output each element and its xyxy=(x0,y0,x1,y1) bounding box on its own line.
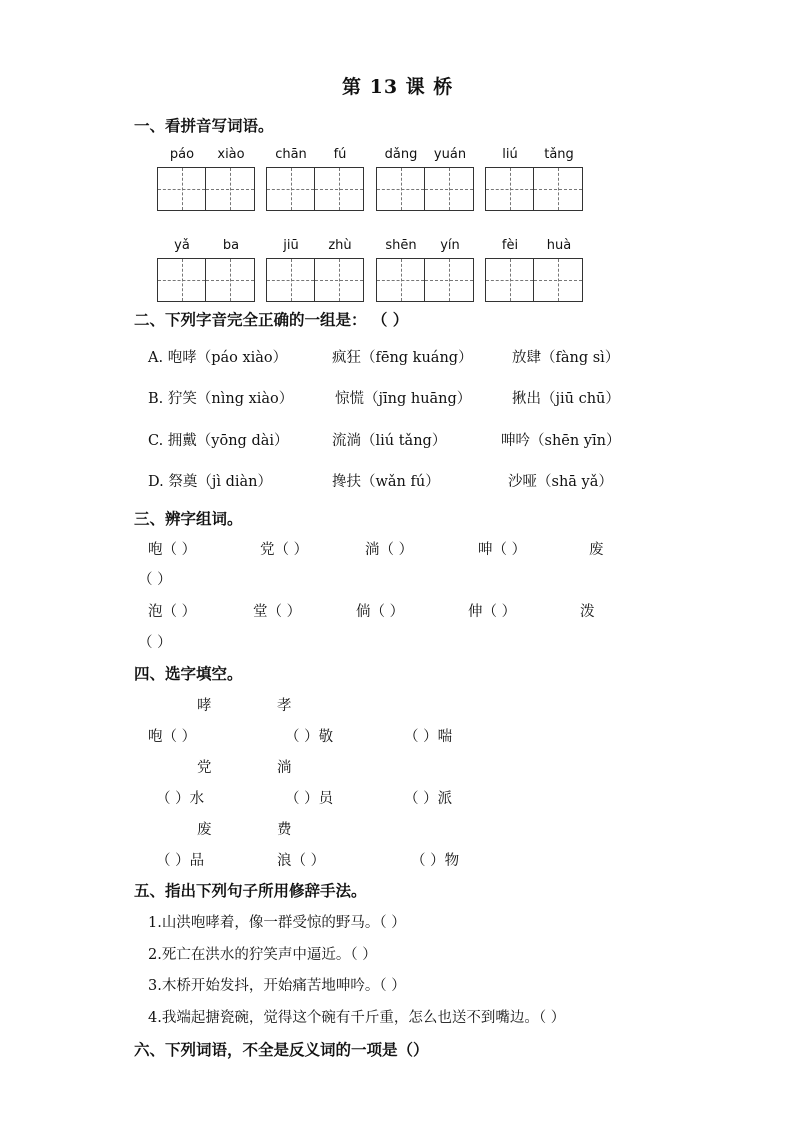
choice-char: 孝 xyxy=(277,698,292,714)
word-blank[interactable]: 堂（ ） xyxy=(253,604,302,620)
char-cell[interactable] xyxy=(377,259,425,301)
char-cell[interactable] xyxy=(534,168,582,210)
pinyin-label: yǎ xyxy=(174,238,190,253)
section1-heading: 一、看拼音写词语。 xyxy=(134,116,274,135)
option-c-3: 呻吟（shēn yīn） xyxy=(501,433,621,449)
word-group xyxy=(157,238,255,302)
pinyin-label: fú xyxy=(333,147,347,162)
word-blank[interactable]: （ ） xyxy=(138,635,172,651)
word-group xyxy=(157,147,255,211)
char-cell[interactable] xyxy=(206,168,254,210)
option-b-2: 惊慌（jīng huāng） xyxy=(335,391,472,407)
choice-char: 淌 xyxy=(277,760,292,776)
option-d-3: 沙哑（shā yǎ） xyxy=(508,474,613,490)
rhetoric-item-2[interactable]: 2.死亡在洪水的狞笑声中逼近。（ ） xyxy=(148,947,377,963)
word-blank[interactable]: 倘（ ） xyxy=(356,604,405,620)
fill-blank[interactable]: （ ）员 xyxy=(285,791,334,807)
word-blank[interactable]: 淌（ ） xyxy=(365,542,414,558)
pinyin-label: shēn xyxy=(385,238,417,253)
writing-box[interactable] xyxy=(485,258,583,302)
section3-heading: 三、辨字组词。 xyxy=(134,509,243,528)
page-title: 第 13 课 桥 xyxy=(342,76,454,98)
word-blank[interactable]: 呻（ ） xyxy=(478,542,527,558)
fill-blank[interactable]: （ ）物 xyxy=(411,853,460,869)
word-blank[interactable]: 伸（ ） xyxy=(468,604,517,620)
writing-box[interactable] xyxy=(266,258,364,302)
choice-char: 党 xyxy=(197,760,212,776)
choice-char: 哮 xyxy=(197,698,212,714)
word-blank[interactable]: 咆（ ） xyxy=(148,542,197,558)
pinyin-label: zhù xyxy=(328,238,352,253)
writing-box[interactable] xyxy=(485,167,583,211)
fill-blank[interactable]: 浪（ ） xyxy=(277,853,326,869)
word-group xyxy=(376,147,474,211)
char-cell[interactable] xyxy=(267,168,315,210)
fill-blank[interactable]: 咆（ ） xyxy=(148,729,197,745)
option-a-1[interactable]: A. 咆哮（páo xiào） xyxy=(148,350,288,366)
word-group xyxy=(266,147,364,211)
word-blank[interactable]: 泡（ ） xyxy=(148,604,197,620)
char-cell[interactable] xyxy=(315,259,363,301)
word-group xyxy=(485,147,583,211)
writing-box[interactable] xyxy=(266,167,364,211)
word-blank: 泼 xyxy=(580,604,595,620)
writing-box[interactable] xyxy=(376,167,474,211)
section2-heading: 二、下列字音完全正确的一组是： （ ） xyxy=(134,310,409,329)
section4-heading: 四、选字填空。 xyxy=(134,664,243,683)
pinyin-label: yuán xyxy=(433,147,467,162)
rhetoric-item-3[interactable]: 3.木桥开始发抖，开始痛苦地呻吟。（ ） xyxy=(148,978,406,994)
word-blank: 废 xyxy=(589,542,604,558)
section5-heading: 五、指出下列句子所用修辞手法。 xyxy=(134,881,367,900)
option-a-2: 疯狂（fēng kuáng） xyxy=(332,350,473,366)
char-cell[interactable] xyxy=(425,168,473,210)
pinyin-label: chān xyxy=(275,147,307,162)
word-group xyxy=(485,238,583,302)
fill-blank[interactable]: （ ）品 xyxy=(156,853,205,869)
char-cell[interactable] xyxy=(315,168,363,210)
word-blank[interactable]: 党（ ） xyxy=(260,542,309,558)
pinyin-label: liú xyxy=(502,147,518,162)
char-cell[interactable] xyxy=(377,168,425,210)
choice-char: 费 xyxy=(277,822,292,838)
word-group xyxy=(266,238,364,302)
pinyin-label: huà xyxy=(546,238,572,253)
char-cell[interactable] xyxy=(425,259,473,301)
option-a-3: 放肆（fàng sì） xyxy=(512,350,620,366)
option-c-2: 流淌（liú tǎng） xyxy=(332,433,447,449)
char-cell[interactable] xyxy=(534,259,582,301)
char-cell[interactable] xyxy=(158,259,206,301)
option-b-1[interactable]: B. 狞笑（nìng xiào） xyxy=(148,391,294,407)
rhetoric-item-4[interactable]: 4.我端起搪瓷碗，觉得这个碗有千斤重，怎么也送不到嘴边。（ ） xyxy=(148,1010,566,1026)
rhetoric-item-1[interactable]: 1.山洪咆哮着，像一群受惊的野马。（ ） xyxy=(148,915,406,931)
choice-char: 废 xyxy=(197,822,212,838)
char-cell[interactable] xyxy=(486,259,534,301)
pinyin-label: tǎng xyxy=(544,147,574,162)
pinyin-label: xiào xyxy=(217,147,245,162)
option-d-2: 搀扶（wǎn fú） xyxy=(332,474,440,490)
writing-box[interactable] xyxy=(157,258,255,302)
section6-heading: 六、下列词语，不全是反义词的一项是（） xyxy=(134,1040,429,1059)
pinyin-grid-row-2 xyxy=(157,238,587,302)
option-b-3: 揪出（jiū chū） xyxy=(512,391,620,407)
option-c-1[interactable]: C. 拥戴（yōng dài） xyxy=(148,433,289,449)
word-blank[interactable]: （ ） xyxy=(138,572,172,588)
pinyin-label: dǎng xyxy=(384,147,418,162)
char-cell[interactable] xyxy=(267,259,315,301)
pinyin-grid-row-1 xyxy=(157,147,587,211)
pinyin-label: ba xyxy=(222,238,240,253)
word-group xyxy=(376,238,474,302)
fill-blank[interactable]: （ ）水 xyxy=(156,791,205,807)
fill-blank[interactable]: （ ）敬 xyxy=(285,729,334,745)
writing-box[interactable] xyxy=(376,258,474,302)
char-cell[interactable] xyxy=(206,259,254,301)
pinyin-label: yín xyxy=(440,238,460,253)
option-d-1[interactable]: D. 祭奠（jì diàn） xyxy=(148,474,272,490)
char-cell[interactable] xyxy=(158,168,206,210)
fill-blank[interactable]: （ ）喘 xyxy=(404,729,453,745)
fill-blank[interactable]: （ ）派 xyxy=(404,791,453,807)
pinyin-label: jiū xyxy=(283,238,299,253)
char-cell[interactable] xyxy=(486,168,534,210)
pinyin-label: páo xyxy=(169,147,195,162)
pinyin-label: fèi xyxy=(501,238,519,253)
writing-box[interactable] xyxy=(157,167,255,211)
